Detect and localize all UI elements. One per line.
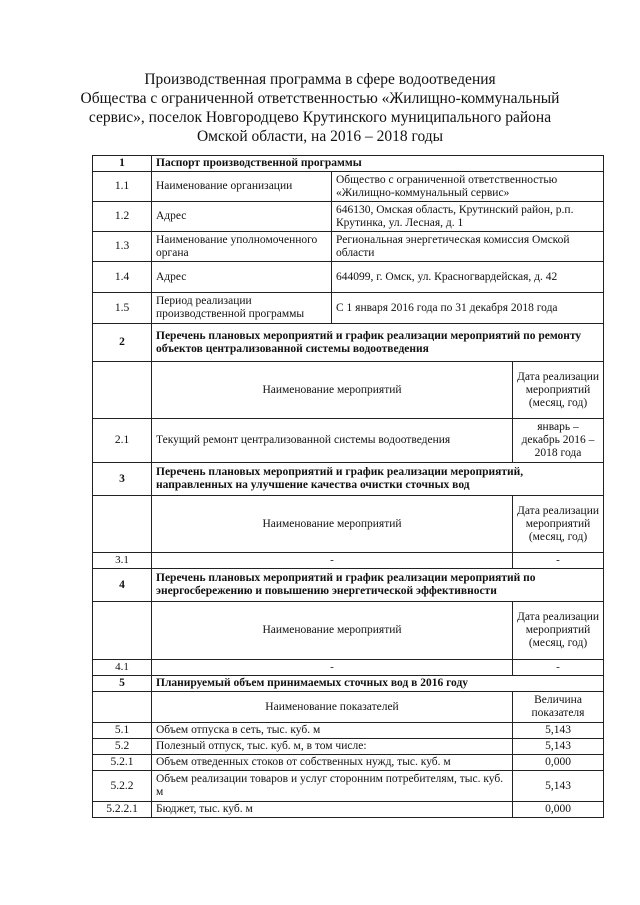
row-name: - xyxy=(152,553,513,569)
row-value: С 1 января 2016 года по 31 декабря 2018 года xyxy=(332,293,604,324)
row-name: Бюджет, тыс. куб. м xyxy=(152,802,513,818)
row-value: 5,143 xyxy=(513,771,604,802)
row-name: Объем отпуска в сеть, тыс. куб. м xyxy=(152,723,513,739)
row-name: Объем реализации товаров и услуг сторонним потребителям, тыс. куб. м xyxy=(152,771,513,802)
table-row xyxy=(93,660,604,676)
title-line-2: Общества с ограниченной ответственностью «Жилищно-коммунальный xyxy=(80,90,560,107)
table-row xyxy=(93,739,604,755)
table-row xyxy=(93,419,604,463)
table-row xyxy=(93,755,604,771)
row-number: 5.1 xyxy=(93,723,152,739)
table-row xyxy=(93,293,604,324)
table-row xyxy=(93,771,604,802)
row-number: 3.1 xyxy=(93,553,152,569)
row-value: Общество с ограниченной ответственностью «Жилищно-коммунальный сервис» xyxy=(332,172,604,202)
column-header-row xyxy=(93,496,604,553)
section-2-header xyxy=(93,324,604,362)
column-header-date: Дата реализации мероприятий (месяц, год) xyxy=(513,362,604,419)
row-date: январь – декабрь 2016 – 2018 года xyxy=(513,419,604,463)
row-label: Наименование организации xyxy=(152,172,332,202)
title-line-4: Омской области, на 2016 – 2018 годы xyxy=(196,128,444,145)
row-name: Текущий ремонт централизованной системы водоотведения xyxy=(152,419,513,463)
row-value: 0,000 xyxy=(513,802,604,818)
title-line-1: Производственная программа в сфере водоотведения xyxy=(144,71,496,88)
row-value: 0,000 xyxy=(513,755,604,771)
row-name: - xyxy=(152,660,513,676)
row-value: 5,143 xyxy=(513,723,604,739)
column-header-name: Наименование мероприятий xyxy=(152,362,513,419)
row-label: Период реализации производственной программы xyxy=(152,293,332,324)
section-3-header xyxy=(93,463,604,496)
row-number: 5.2.2.1 xyxy=(93,802,152,818)
title-line-3: сервис», поселок Новгородцево Крутинского муниципального района xyxy=(88,109,552,126)
section-number: 2 xyxy=(93,324,152,362)
row-value: 644099, г. Омск, ул. Красногвардейская, д. 42 xyxy=(332,262,604,293)
table-row xyxy=(93,172,604,202)
row-value: 646130, Омская область, Крутинский район, р.п. Крутинка, ул. Лесная, д. 1 xyxy=(332,202,604,232)
row-value: Региональная энергетическая комиссия Омской области xyxy=(332,232,604,262)
row-label: Адрес xyxy=(152,262,332,293)
program-table xyxy=(92,155,604,818)
section-heading: Перечень плановых мероприятий и график реализации мероприятий по ремонту объектов централизованной системы водоотведения xyxy=(152,324,604,362)
row-date: - xyxy=(513,553,604,569)
column-header-date: Дата реализации мероприятий (месяц, год) xyxy=(513,496,604,553)
section-heading: Планируемый объем принимаемых сточных вод в 2016 году xyxy=(152,676,604,692)
row-number: 2.1 xyxy=(93,419,152,463)
column-header-name: Наименование показателей xyxy=(152,692,513,723)
column-header-row xyxy=(93,362,604,419)
row-name: Полезный отпуск, тыс. куб. м, в том числе: xyxy=(152,739,513,755)
table-row xyxy=(93,232,604,262)
row-date: - xyxy=(513,660,604,676)
column-header-value: Величина показателя xyxy=(513,692,604,723)
column-header-name: Наименование мероприятий xyxy=(152,496,513,553)
column-header-row xyxy=(93,692,604,723)
table-row xyxy=(93,553,604,569)
table-row xyxy=(93,202,604,232)
section-number: 1 xyxy=(93,156,152,172)
section-5-header xyxy=(93,676,604,692)
row-number: 1.4 xyxy=(93,262,152,293)
document-title xyxy=(60,70,580,146)
row-value: 5,143 xyxy=(513,739,604,755)
row-number: 1.5 xyxy=(93,293,152,324)
row-number: 1.3 xyxy=(93,232,152,262)
row-name: Объем отведенных стоков от собственных нужд, тыс. куб. м xyxy=(152,755,513,771)
column-header-name: Наименование мероприятий xyxy=(152,602,513,660)
row-label: Наименование уполномоченного органа xyxy=(152,232,332,262)
row-number: 5.2 xyxy=(93,739,152,755)
column-header-date: Дата реализации мероприятий (месяц, год) xyxy=(513,602,604,660)
table-row xyxy=(93,802,604,818)
column-header-row xyxy=(93,602,604,660)
row-number: 1.1 xyxy=(93,172,152,202)
row-number: 5.2.1 xyxy=(93,755,152,771)
section-heading: Перечень плановых мероприятий и график реализации мероприятий по энергосбережению и повышению энергетической эффективности xyxy=(152,569,604,602)
row-label: Адрес xyxy=(152,202,332,232)
table-row xyxy=(93,262,604,293)
section-number: 5 xyxy=(93,676,152,692)
table-row xyxy=(93,723,604,739)
section-number: 4 xyxy=(93,569,152,602)
section-heading: Перечень плановых мероприятий и график реализации мероприятий, направленных на улучшение качества очистки сточных вод xyxy=(152,463,604,496)
row-number: 5.2.2 xyxy=(93,771,152,802)
section-heading: Паспорт производственной программы xyxy=(152,156,604,172)
section-4-header xyxy=(93,569,604,602)
row-number: 1.2 xyxy=(93,202,152,232)
section-1-header xyxy=(93,156,604,172)
section-number: 3 xyxy=(93,463,152,496)
row-number: 4.1 xyxy=(93,660,152,676)
